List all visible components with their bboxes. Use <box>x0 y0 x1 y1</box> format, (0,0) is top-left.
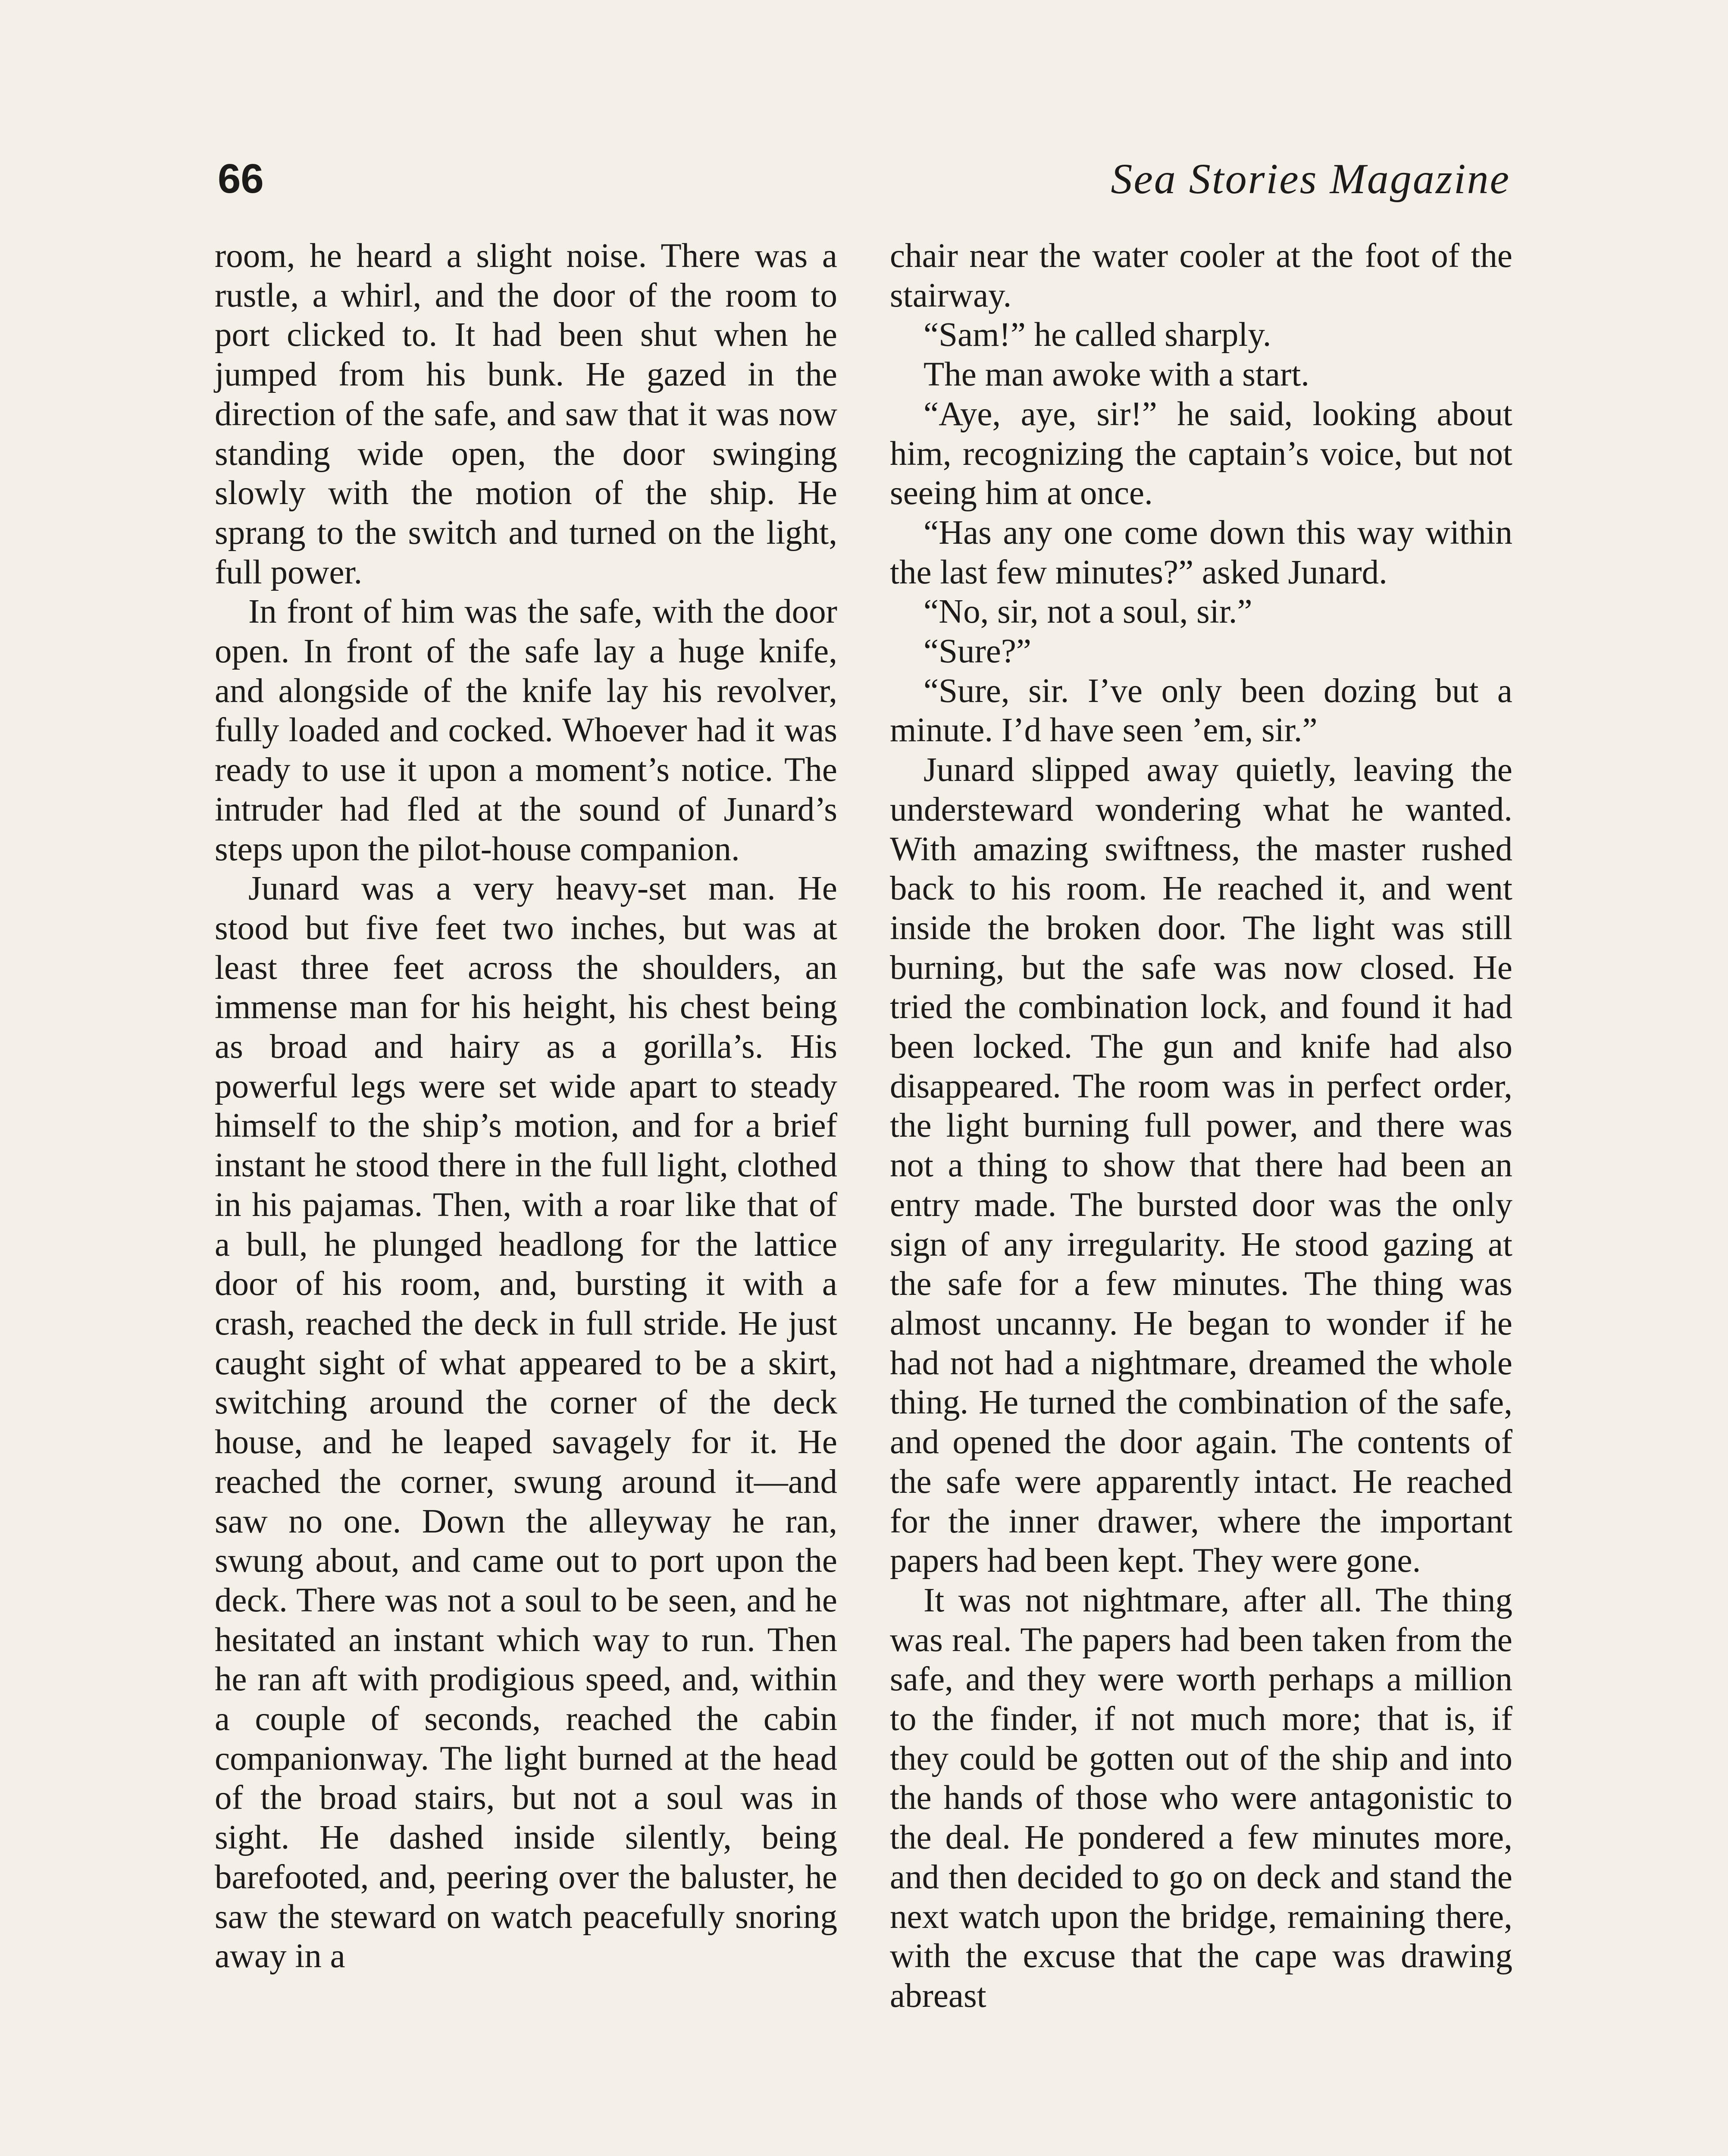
paragraph: It was not nightmare, after all. The thing was real. The papers had been taken from the safe, and they were worth perhaps a million to the finder, if not much more; that is, if they could be gotten out of the ship and into the hands of those who were antagonistic to the deal. He pondered a few minutes more, and then decided to go on deck and stand the next watch upon the bridge, remaining there, with the excuse that the cape was drawing abreast <box>890 1581 1512 2015</box>
paragraph: “Aye, aye, sir!” he said, looking about him, recognizing the captain’s voice, but not seeing him at once. <box>890 395 1512 512</box>
left-column <box>215 236 837 2016</box>
paragraph: In front of him was the safe, with the door open. In front of the safe lay a huge knife, and alongside of the knife lay his revolver, fully loaded and cocked. Whoever had it was ready to use it upon a moment’s notice. The intruder had fled at the sound of Junard’s steps upon the pilot-house companion. <box>215 593 837 868</box>
paragraph: Junard was a very heavy-set man. He stood but five feet two inches, but was at least three feet across the shoulders, an immense man for his height, his chest being as broad and hairy as a gorilla’s. His powerful legs were set wide apart to steady himself to the ship’s motion, and for a brief instant he stood there in the full light, clothed in his pajamas. Then, with a roar like that of a bull, he plunged headlong for the lattice door of his room, and, bursting it with a crash, reached the deck in full stride. He just caught sight of what appeared to be a skirt, switching around the corner of the deck house, and he leaped savagely for it. He reached the corner, swung around it—and saw no one. Down the alleyway he ran, swung about, and came out to port upon the deck. There was not a soul to be seen, and he hesitated an instant which way to run. Then he ran aft with prodigious speed, and, within a couple of seconds, reached the cabin companionway. The light burned at the head of the broad stairs, but not a soul was in sight. He dashed inside silently, being barefooted, and, peering over the baluster, he saw the steward on watch peacefully snoring away in a <box>215 870 837 1975</box>
page-number: 66 <box>218 156 264 202</box>
paragraph: “Has any one come down this way within the last few minutes?” asked Junard. <box>890 514 1512 591</box>
paragraph: “No, sir, not a soul, sir.” <box>923 593 1252 631</box>
right-column <box>890 236 1512 2016</box>
article-body <box>215 236 1512 2016</box>
page-header <box>218 151 1510 207</box>
paragraph: “Sure, sir. I’ve only been dozing but a minute. I’d have seen ’em, sir.” <box>890 672 1512 749</box>
paragraph: chair near the water cooler at the foot of the stairway. <box>890 237 1512 314</box>
paragraph: “Sure?” <box>923 633 1031 671</box>
paragraph: room, he heard a slight noise. There was a rustle, a whirl, and the door of the room to port clicked to. It had been shut when he jumped from his bunk. He gazed in the direction of the safe, and saw that it was now standing wide open, the door swinging slowly with the motion of the ship. He sprang to the switch and turned on the light, full power. <box>215 237 837 591</box>
running-head-title: Sea Stories Magazine <box>1111 155 1510 203</box>
paragraph: The man awoke with a start. <box>923 356 1310 394</box>
paragraph: “Sam!” he called sharply. <box>923 316 1271 354</box>
paragraph: Junard slipped away quietly, leaving the understeward wondering what he wanted. With amazing swiftness, the master rushed back to his room. He reached it, and went inside the broken door. The light was still burning, but the safe was now closed. He tried the combination lock, and found it had been locked. The gun and knife had also disappeared. The room was in perfect order, the light burning full power, and there was not a thing to show that there had been an entry made. The bursted door was the only sign of any irregularity. He stood gazing at the safe for a few minutes. The thing was almost uncanny. He began to wonder if he had not had a nightmare, dreamed the whole thing. He turned the combination of the safe, and opened the door again. The contents of the safe were apparently intact. He reached for the inner drawer, where the important papers had been kept. They were gone. <box>890 751 1512 1580</box>
